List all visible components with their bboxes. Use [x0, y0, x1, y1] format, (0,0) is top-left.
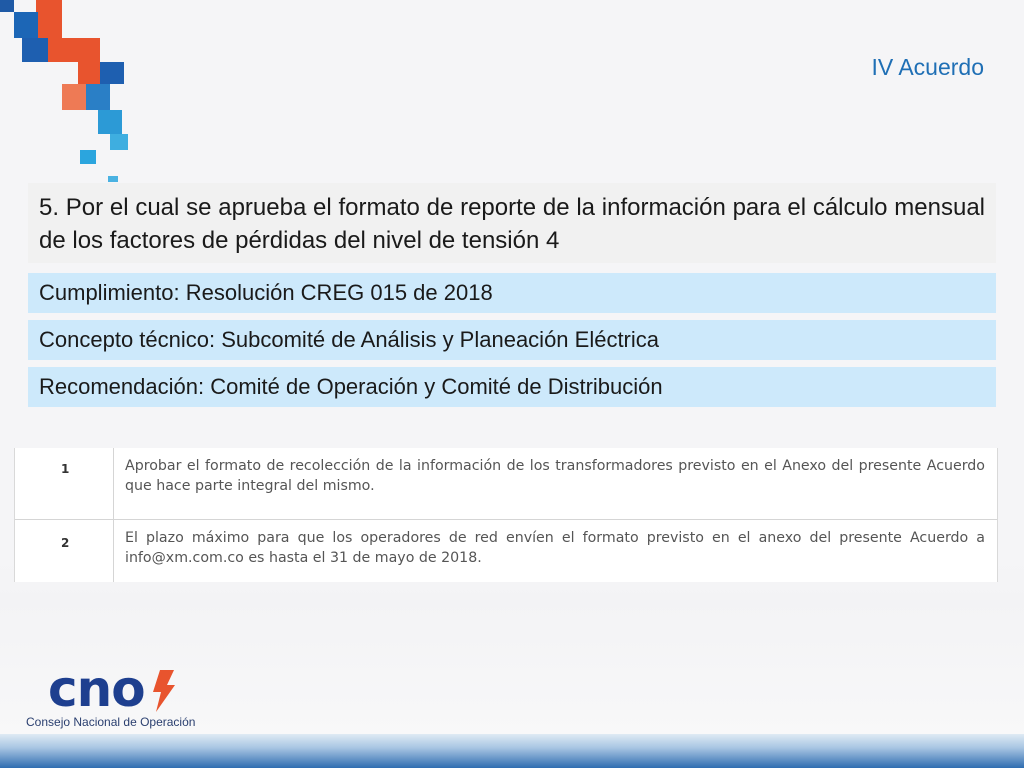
technical-concept-bar: Concepto técnico: Subcomité de Análisis y Planeación Eléctrica — [28, 320, 996, 360]
table-row — [15, 520, 997, 582]
row-number: 1 — [61, 462, 70, 476]
row-description: Aprobar el formato de recolección de la información de los transformadores previsto en el Anexo del presente Acuerdo que hace parte integral del mismo. — [125, 458, 985, 494]
decorative-mosaic — [0, 0, 140, 170]
row-description: El plazo máximo para que los operadores de red envíen el formato previsto en el anexo del presente Acuerdo a info@xm.com.co es hasta el 31 de mayo de 2018. — [125, 530, 985, 566]
logo-wordmark: cno — [48, 660, 145, 718]
section-label: IV Acuerdo — [871, 54, 984, 80]
compliance-bar: Cumplimiento: Resolución CREG 015 de 2018 — [28, 273, 996, 313]
row-number: 2 — [61, 536, 70, 550]
table-row — [15, 448, 997, 520]
row-number-cell — [15, 448, 114, 519]
cno-logo — [26, 660, 226, 734]
logo-caption: Consejo Nacional de Operación — [26, 715, 196, 729]
agreement-title-box — [28, 183, 996, 263]
recommendation-bar: Recomendación: Comité de Operación y Comité de Distribución — [28, 367, 996, 407]
agreement-title: 5. Por el cual se aprueba el formato de reporte de la información para el cálculo mensual de los factores de pérdidas del nivel de tensión 4 — [39, 194, 985, 254]
row-number-cell — [15, 520, 114, 582]
lightning-bolt-icon — [150, 670, 176, 712]
agreement-table — [14, 448, 998, 582]
footer-stripe — [0, 734, 1024, 768]
